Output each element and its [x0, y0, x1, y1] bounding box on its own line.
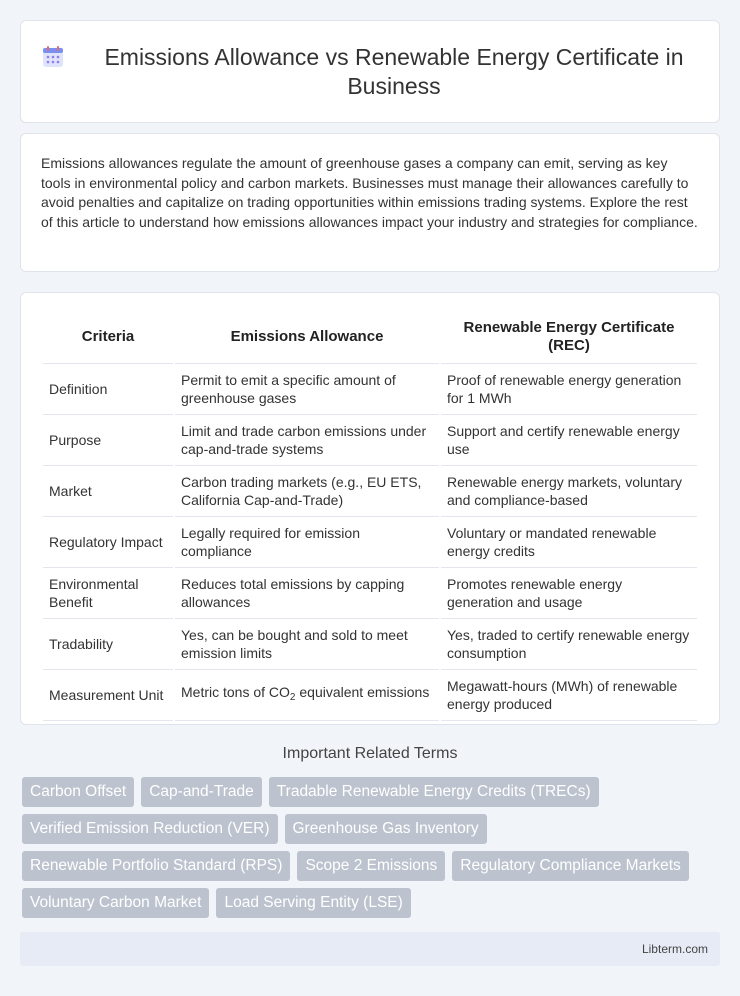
related-term-tag[interactable]: Scope 2 Emissions	[297, 851, 445, 881]
related-term-tag[interactable]: Load Serving Entity (LSE)	[216, 888, 410, 918]
table-cell-criteria: Purpose	[43, 414, 173, 465]
intro-card	[20, 133, 720, 272]
measurement-unit-suffix: equivalent emissions	[295, 684, 430, 700]
table-row	[43, 363, 697, 414]
table-row	[43, 618, 697, 669]
related-term-tag[interactable]: Carbon Offset	[22, 777, 134, 807]
intro-paragraph: Emissions allowances regulate the amount of greenhouse gases a company can emit, serving as key tools in environmental policy and carbon markets. Businesses must manage their allowances carefully to avoid penalties and capitalize on trading opportunities within emissions trading systems. Explore the rest of this article to understand how emissions allowances impact your industry and strategies for compliance.	[41, 155, 698, 230]
table-cell-emissions-allowance: Permit to emit a specific amount of greenhouse gases	[175, 363, 439, 414]
table-cell-criteria: Market	[43, 465, 173, 516]
table-cell-emissions-allowance	[175, 669, 439, 721]
table-cell-criteria: Tradability	[43, 618, 173, 669]
column-header-emissions-allowance: Emissions Allowance	[230, 328, 384, 345]
footer-site-link[interactable]: Libterm.com	[641, 942, 708, 956]
table-cell-emissions-allowance: Legally required for emission compliance	[175, 516, 439, 567]
co2-subscript: 2	[289, 692, 296, 703]
table-row	[43, 465, 697, 516]
table-cell-emissions-allowance: Carbon trading markets (e.g., EU ETS, California Cap-and-Trade)	[175, 465, 439, 516]
table-cell-rec: Voluntary or mandated renewable energy credits	[441, 516, 697, 567]
table-row	[43, 414, 697, 465]
table-cell-emissions-allowance: Limit and trade carbon emissions under cap-and-trade systems	[175, 414, 439, 465]
related-term-tag[interactable]: Cap-and-Trade	[141, 777, 262, 807]
header-card	[20, 20, 720, 123]
table-cell-rec: Proof of renewable energy generation for 1 MWh	[441, 363, 697, 414]
table-cell-rec: Support and certify renewable energy use	[441, 414, 697, 465]
table-cell-emissions-allowance: Reduces total emissions by capping allowances	[175, 567, 439, 618]
related-term-tag[interactable]: Voluntary Carbon Market	[22, 888, 209, 918]
comparison-table	[41, 311, 699, 721]
table-header-row	[43, 311, 697, 363]
table-row	[43, 567, 697, 618]
calendar-icon	[41, 45, 65, 69]
related-terms-title: Important Related Terms	[282, 745, 458, 762]
measurement-unit-prefix: Metric tons of CO	[181, 684, 290, 700]
table-cell-criteria: Definition	[43, 363, 173, 414]
table-cell-rec: Promotes renewable energy generation and usage	[441, 567, 697, 618]
related-term-tag[interactable]: Regulatory Compliance Markets	[452, 851, 689, 881]
table-cell-criteria: Measurement Unit	[43, 669, 173, 721]
table-row	[43, 669, 697, 721]
column-header-rec: Renewable Energy Certificate (REC)	[463, 319, 675, 354]
table-cell-rec: Yes, traded to certify renewable energy consumption	[441, 618, 697, 669]
footer	[20, 932, 720, 966]
related-term-tag[interactable]: Tradable Renewable Energy Credits (TRECs)	[269, 777, 599, 807]
related-term-tag[interactable]: Greenhouse Gas Inventory	[285, 814, 487, 844]
related-term-tag[interactable]: Verified Emission Reduction (VER)	[22, 814, 278, 844]
related-terms-list	[22, 777, 722, 925]
page-title: Emissions Allowance vs Renewable Energy Certificate in Business	[104, 43, 684, 99]
table-cell-criteria: Environmental Benefit	[43, 567, 173, 618]
table-cell-rec: Megawatt-hours (MWh) of renewable energy produced	[441, 669, 697, 721]
table-cell-rec: Renewable energy markets, voluntary and compliance-based	[441, 465, 697, 516]
comparison-table-card	[20, 292, 720, 725]
related-term-tag[interactable]: Renewable Portfolio Standard (RPS)	[22, 851, 290, 881]
table-cell-emissions-allowance: Yes, can be bought and sold to meet emission limits	[175, 618, 439, 669]
column-header-criteria: Criteria	[81, 328, 135, 345]
table-row	[43, 516, 697, 567]
table-cell-criteria: Regulatory Impact	[43, 516, 173, 567]
